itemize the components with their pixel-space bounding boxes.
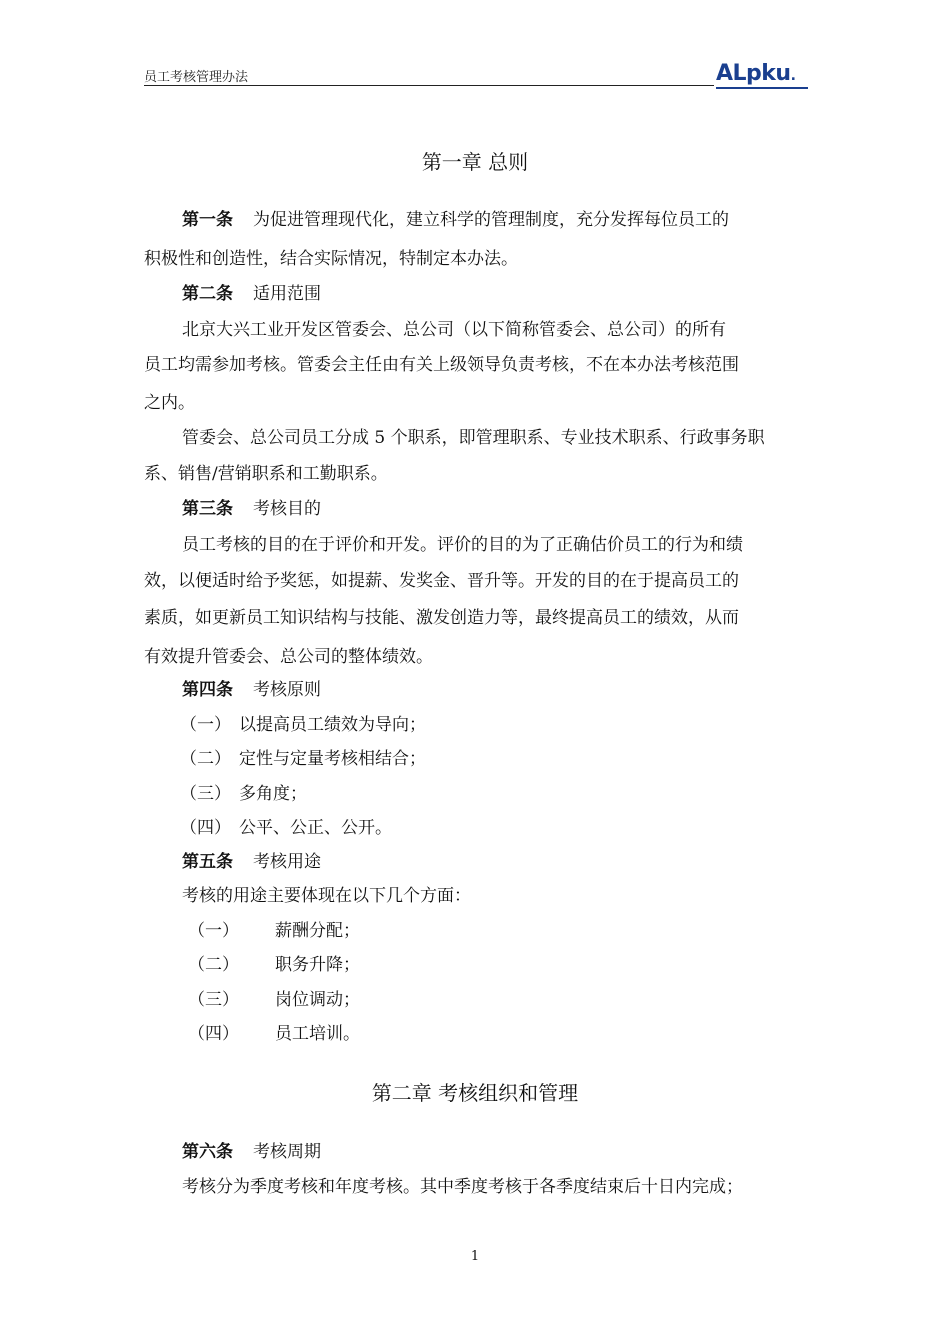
article-2-p2-line-1: 管委会、总公司员工分成 5 个职系，即管理职系、专业技术职系、行政事务职 [182,428,765,448]
list-item-number: （三） [180,784,231,804]
article-4-label: 第四条 [182,680,233,700]
list-item [180,715,426,735]
list-item-text: 以提高员工绩效为导向； [239,715,426,735]
list-item-number: （四） [180,818,231,838]
article-2-p1-line-1: 北京大兴工业开发区管委会、总公司（以下简称管委会、总公司）的所有 [182,320,726,340]
article-3-line-1: 员工考核的目的在于评价和开发。评价的目的为了正确估价员工的行为和绩 [182,535,743,555]
article-1-line-2: 积极性和创造性，结合实际情况，特制定本办法。 [144,249,518,269]
list-item-number: （一） [180,715,231,735]
article-3-line-3: 素质，如更新员工知识结构与技能、激发创造力等，最终提高员工的绩效，从而 [144,608,739,628]
list-item [188,921,360,941]
list-item [180,784,307,804]
chapter-2-title: 第二章 考核组织和管理 [371,1081,579,1105]
list-item-text: 薪酬分配； [275,921,360,941]
logo-underline [716,87,808,89]
list-item [188,1024,360,1044]
header-divider [144,85,714,86]
article-2-label: 第二条 [182,284,233,304]
list-item [188,955,360,975]
company-logo [716,61,795,86]
article-4-title: 考核原则 [253,680,321,700]
article-5-heading [182,852,321,872]
list-item [180,818,392,838]
list-item-text: 定性与定量考核相结合； [239,749,426,769]
logo-dot: . [790,68,796,84]
list-item-text: 员工培训。 [275,1024,360,1044]
article-6-title: 考核周期 [253,1142,321,1162]
list-item-text: 公平、公正、公开。 [239,818,392,838]
list-item [180,749,426,769]
list-item-number: （二） [188,955,239,975]
article-3-line-2: 效，以便适时给予奖惩，如提薪、发奖金、晋升等。开发的目的在于提高员工的 [144,571,739,591]
logo-text: ALpku [716,61,791,86]
article-2-p2-line-2: 系、销售/营销职系和工勤职系。 [144,464,388,484]
article-1-text: 为促进管理现代化，建立科学的管理制度，充分发挥每位员工的 [253,210,729,230]
list-item-text: 职务升降； [275,955,360,975]
article-2-p1-line-3: 之内。 [144,393,195,413]
article-6-line-1: 考核分为季度考核和年度考核。其中季度考核于各季度结束后十日内完成； [182,1177,743,1197]
article-3-title: 考核目的 [253,499,321,519]
article-5-title: 考核用途 [253,852,321,872]
article-2-heading [182,284,321,304]
chapter-1-title: 第一章 总则 [421,150,529,174]
article-6-heading [182,1142,321,1162]
list-item-text: 多角度； [239,784,307,804]
article-2-title: 适用范围 [253,284,321,304]
article-3-heading [182,499,321,519]
article-1-line-1 [182,210,729,230]
list-item-text: 岗位调动； [275,990,360,1010]
article-3-line-4: 有效提升管委会、总公司的整体绩效。 [144,647,433,667]
list-item-number: （三） [188,990,239,1010]
header-title: 员工考核管理办法 [144,70,249,85]
article-5-label: 第五条 [182,852,233,872]
page-number: 1 [470,1249,480,1264]
article-5-intro: 考核的用途主要体现在以下几个方面： [182,886,471,906]
list-item-number: （四） [188,1024,239,1044]
list-item-number: （一） [188,921,239,941]
article-6-label: 第六条 [182,1142,233,1162]
list-item [188,990,360,1010]
article-1-label: 第一条 [182,210,233,230]
article-4-heading [182,680,321,700]
article-2-p1-line-2: 员工均需参加考核。管委会主任由有关上级领导负责考核，不在本办法考核范围 [144,355,739,375]
article-3-label: 第三条 [182,499,233,519]
list-item-number: （二） [180,749,231,769]
